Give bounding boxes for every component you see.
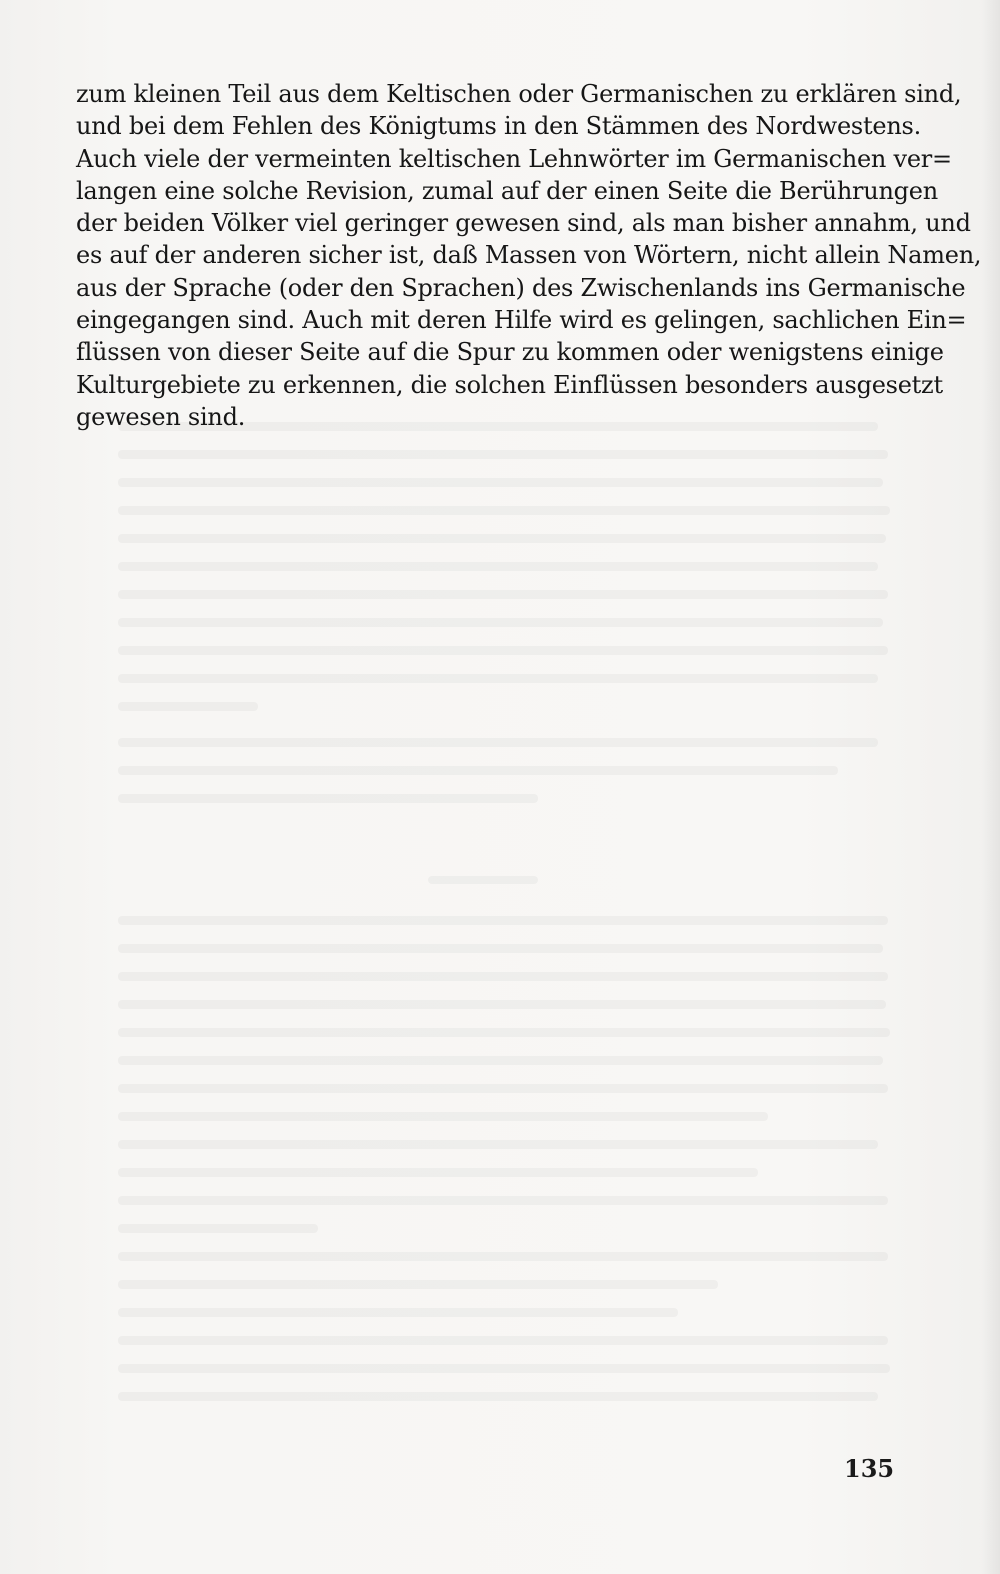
text-line: flüssen von dieser Seite auf die Spur zu kommen oder wenigstens einige xyxy=(76,338,944,367)
bleed-through-text xyxy=(118,408,898,1418)
paragraph xyxy=(76,78,982,433)
text-line: Auch viele der vermeinten keltischen Lehnwörter im Germanischen ver= xyxy=(76,144,952,173)
text-line: langen eine solche Revision, zumal auf der einen Seite die Berührungen xyxy=(76,176,938,205)
text-line: aus der Sprache (oder den Sprachen) des Zwischenlands ins Germanische xyxy=(76,273,966,302)
text-line: zum kleinen Teil aus dem Keltischen oder Germanischen zu erklären sind, xyxy=(76,80,962,108)
text-line: Kulturgebiete zu erkennen, die solchen Einflüssen besonders ausgesetzt xyxy=(76,370,943,399)
text-line: es auf der anderen sicher ist, daß Massen von Wörtern, nicht allein Namen, xyxy=(76,241,982,270)
page-edge-shadow xyxy=(982,0,1000,1574)
text-line: eingegangen sind. Auch mit deren Hilfe wird es gelingen, sachlichen Ein= xyxy=(76,306,967,335)
text-line: gewesen sind. xyxy=(76,402,246,431)
text-line: und bei dem Fehlen des Königtums in den Stämmen des Nordwestens. xyxy=(76,112,921,141)
page-number: 135 xyxy=(844,1454,895,1483)
text-line: der beiden Völker viel geringer gewesen sind, als man bisher annahm, und xyxy=(76,209,971,238)
